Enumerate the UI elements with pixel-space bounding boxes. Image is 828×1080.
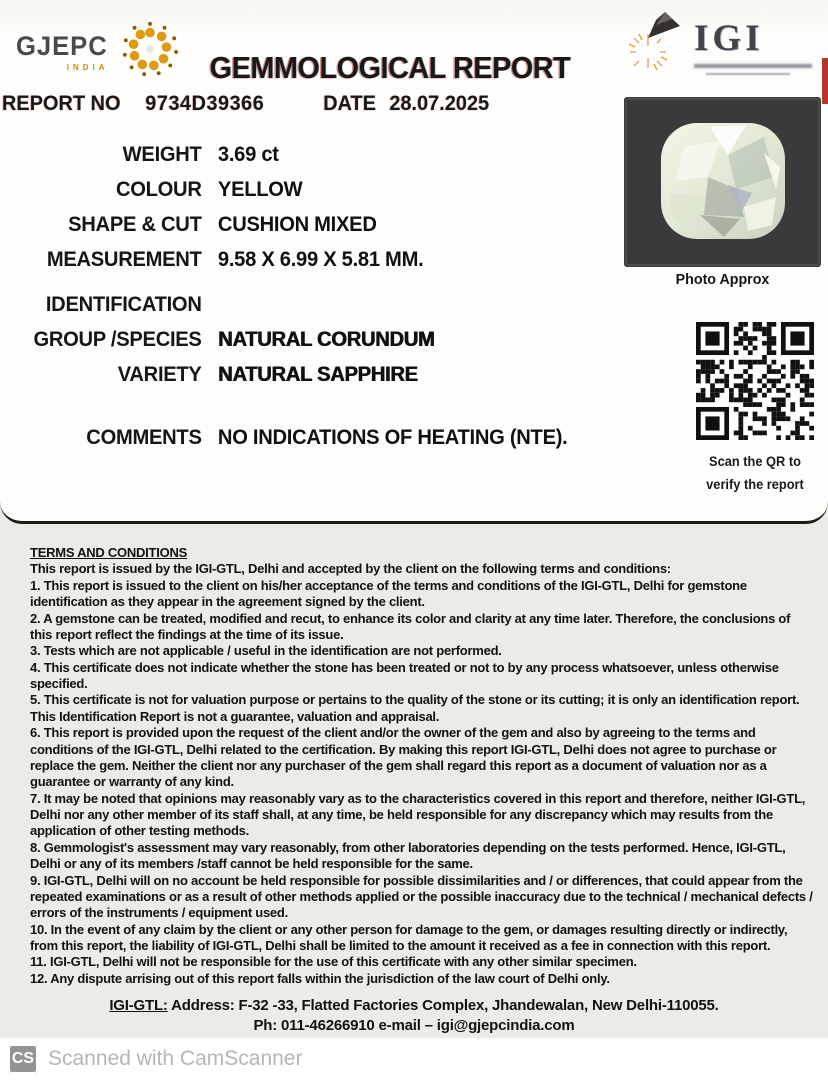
footer-address-text: Address: F-32 -33, Flatted Factories Complex, Jhandewalan, New Delhi-110055. [167,997,719,1014]
terms-intro: This report is issued by the IGI-GTL, Delhi and accepted by the client on the following terms and conditions: [30,561,671,577]
scan-artifact-red-edge [822,58,828,104]
footer-address-label: IGI-GTL: [109,997,168,1014]
date-label: DATE [323,92,377,115]
spec-value: 9.58 X 6.99 X 5.81 MM. [217,247,424,271]
page-title: GEMMOLOGICAL REPORT [209,50,571,85]
igi-tagline-dots [706,73,790,75]
qr-caption-line1: Scan the QR to [709,454,801,469]
qr-block [660,322,828,492]
igi-logo [628,6,812,77]
spec-value: NATURAL SAPPHIRE [217,362,418,386]
spec-row-shape-cut [0,207,595,242]
gem-photo [624,97,821,267]
terms-item: 12. Any dispute arrising out of this report falls within the jurisdiction of the law court of Delhi only. [30,970,610,986]
spec-value: YELLOW [217,177,303,201]
footer-contact: Ph: 011-46266910 e-mail – igi@gjepcindia.com [253,1017,575,1034]
igi-tagline [694,64,812,68]
spec-row-comments [0,420,595,455]
spec-label: MEASUREMENT [46,247,202,271]
qr-code [696,322,814,440]
terms-heading: TERMS AND CONDITIONS [30,545,188,560]
spec-row-weight [0,137,595,172]
report-no-label: REPORT NO [2,92,121,115]
spec-table [0,137,620,455]
camscanner-text: Scanned with CamScanner [48,1047,303,1070]
spec-label: WEIGHT [122,142,202,166]
igi-name: IGI [694,18,764,59]
spec-label: COLOUR [115,177,202,201]
spec-label: VARIETY [117,362,202,386]
spec-label: SHAPE & CUT [68,212,202,236]
spec-label: GROUP /SPECIES [33,327,202,351]
terms-item: 2. A gemstone can be treated, modified and recut, to enhance its color and clarity at any time later. Therefore, the conclusions of this report reflect the findings at the time of its issue. [30,610,791,642]
spec-row-colour [0,172,595,207]
spec-value: NATURAL CORUNDUM [217,327,435,351]
terms-item: 7. It may be noted that opinions may reasonably vary as to the characteristics covered in this report and therefore, neither IGI-GTL, Delhi nor any other member of its staff shall, at any time, be held responsible for any discrepancy which may results from the application of other testing methods. [30,790,806,839]
spec-row-variety [0,357,595,392]
terms-item: 3. Tests which are not applicable / useful in the identification are not performed. [30,643,502,659]
report-no-value: 9734D39366 [145,92,265,115]
footer-address [0,997,828,1014]
spec-row-measurement [0,242,595,277]
camscanner-watermark [0,1038,828,1080]
terms-item: 9. IGI-GTL, Delhi will on no account be held responsible for possible dissimilarities and / or differences, that could appear from the repeated examinations or as a result of other methods applied or the possible inaccuracy due to the technical / mechanical defects / errors of the instruments / equipment used. [30,872,813,921]
terms-item: 11. IGI-GTL, Delhi will not be responsible for the use of this certificate with any other similar specimen. [30,954,637,970]
terms-item: 5. This certificate is not for valuation purpose or pertains to the quality of the stone or its cutting; it is only an identification report. This Identification Report is not a guarantee, valuation and appraisal. [30,692,800,724]
terms-section [30,545,815,987]
spec-value: NO INDICATIONS OF HEATING (NTE). [217,425,568,449]
terms-item: 1. This report is issued to the client on his/her acceptance of the terms and conditions of the IGI-GTL, Delhi for gemstone identification as they appear in the agreement signed by the client. [30,577,747,610]
terms-item: 10. In the event of any claim by the client or any other person for damage to the gem, or damages resulting directly or indirectly, from this report, the liability of IGI-GTL, Delhi shall be limited to the amount it received as a fee in connection with this report. [30,921,788,953]
spec-value: CUSHION MIXED [217,212,377,236]
terms-item: 4. This certificate does not indicate whether the stone has been treated or not to by any process whatsoever, unless otherwise specified. [30,659,779,691]
footer [0,997,828,1034]
qr-caption-line2: verify the report [706,477,804,492]
camscanner-badge: CS [8,1044,38,1074]
spec-row-identification [0,287,595,322]
gjepc-name: GJEPC [16,31,108,61]
terms-item: 6. This report is provided upon the request of the client and/or the owner of the gem and also by agreeing to the terms and conditions of the IGI-GTL, Delhi related to the certification. By making this report IGI-GTL, Delhi does not agree to purchase or replace the gem. Neither the client nor any purchaser of the gem shall regard this report as a document of valuation nor as a guarantee or warranty of any kind. [30,725,777,790]
photo-caption: Photo Approx [675,271,770,288]
terms-item: 8. Gemmologist's assessment may vary reasonably, from other laboratories depending on the tests performed. Hence, IGI-GTL, Delhi or any of its members /staff cannot be held responsible for the same. [30,839,786,872]
spec-label: COMMENTS [86,425,202,449]
date-value: 28.07.2025 [389,92,490,115]
spec-value: 3.69 ct [217,142,279,166]
spec-label: IDENTIFICATION [45,292,202,316]
igi-sparkle-icon [628,6,694,77]
report-info-line [2,92,489,116]
certificate-card [0,0,828,524]
spec-row-group-species [0,322,595,357]
gjepc-country: INDIA [66,63,109,72]
